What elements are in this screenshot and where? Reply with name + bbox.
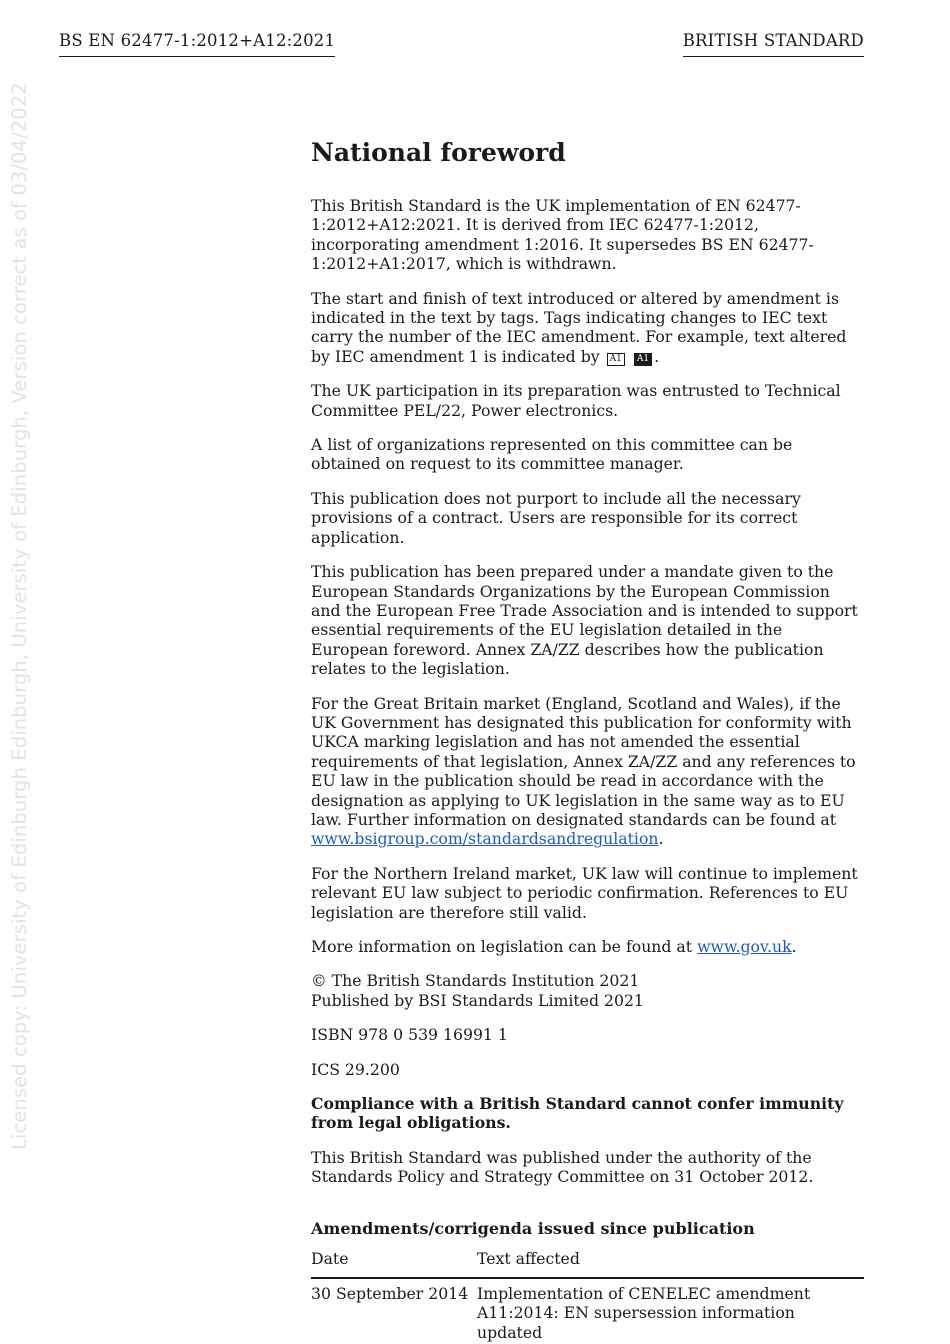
more-info-text: More information on legislation can be found at [311,937,693,956]
paragraph-uk-participation: The UK participation in its preparation was entrusted to Technical Committee PEL/22, Power electronics. [311,381,841,420]
paragraph-northern-ireland: For the Northern Ireland market, UK law will continue to implement relevant EU law subject to periodic confirmation. References to EU legislation are therefore still valid. [311,863,858,922]
amendment-tags-text: The start and finish of text introduced or altered by amendment is indicated in the text by tags. Tags indicating changes to IEC text carry the number of the IEC amendment. For example, text altered by IEC amendment 1 is indicated by [311,288,847,366]
publisher-header: BRITISH STANDARD [683,31,864,57]
paragraph-authority: This British Standard was published under the authority of the Standards Policy and Strategy Committee on 31 October 2012. [311,1147,814,1187]
copyright-block [311,971,864,1010]
paragraph-amendment-tags [311,289,864,367]
paragraph-great-britain-market [311,694,864,849]
paragraph-committee-list: A list of organizations represented on this committee can be obtained on request to its committee manager. [311,435,793,474]
compliance-notice: Compliance with a British Standard cannot confer immunity from legal obligations. [311,1094,844,1133]
main-content [311,137,864,1342]
amendments-table [311,1247,864,1343]
amendment-open-tag-icon: A1 [607,353,625,366]
license-watermark: Licensed copy: University of Edinburgh Edinburgh, University of Edinburgh, Version correct as of 03/04/2022 [8,82,31,1150]
great-britain-text: For the Great Britain market (England, Scotland and Wales), if the UK Government has designated this publication for conformity with UKCA marking legislation and has not amended the essential requirements of that legislation, Annex ZA/ZZ and any references to EU law in the publication should be read in accordance with the designation as applying to UK legislation in the same way as to EU law. Further information on designated standards can be found at [311,693,856,829]
isbn: ISBN 978 0 539 16991 1 [311,1025,508,1045]
table-header-row [311,1247,864,1278]
table-row [311,1278,864,1342]
paragraph-contract-disclaimer: This publication does not purport to include all the necessary provisions of a contract. Users are responsible for its correct application. [311,488,801,547]
bsigroup-link[interactable]: www.bsigroup.com/standardsandregulation [311,829,659,849]
paragraph-more-info [311,937,864,956]
amendments-heading: Amendments/corrigenda issued since publication [311,1218,755,1238]
copyright-line: © The British Standards Institution 2021 [311,971,640,991]
publisher-line: Published by BSI Standards Limited 2021 [311,990,644,1010]
amendment-text-affected: Implementation of CENELEC amendment A11:2014: EN supersession information updated [477,1284,811,1342]
great-britain-end: . [658,829,664,849]
amendment-tags-end: . [654,346,660,366]
ics-code: ICS 29.200 [311,1059,400,1079]
column-header-date: Date [311,1247,477,1278]
amendment-close-tag-icon: A1 [634,353,652,366]
page-title: National foreword [311,138,566,167]
paragraph-mandate: This publication has been prepared under a mandate given to the European Standards Organizations by the European Commission and the European Free Trade Association and is intended to support essential requirements of the EU legislation detailed in the European foreword. Annex ZA/ZZ describes how the publication relates to the legislation. [311,562,858,679]
amendment-date: 30 September 2014 [311,1284,469,1304]
document-id-header: BS EN 62477-1:2012+A12:2021 [59,31,335,57]
column-header-text-affected: Text affected [477,1247,864,1278]
paragraph-implementation: This British Standard is the UK implementation of EN 62477-1:2012+A12:2021. It is derived from IEC 62477-1:2012, incorporating amendment 1:2016. It supersedes BS EN 62477-1:2012+A1:2017, which is withdrawn. [311,196,814,274]
gov-uk-link[interactable]: www.gov.uk [697,937,792,956]
more-info-end: . [791,937,797,956]
